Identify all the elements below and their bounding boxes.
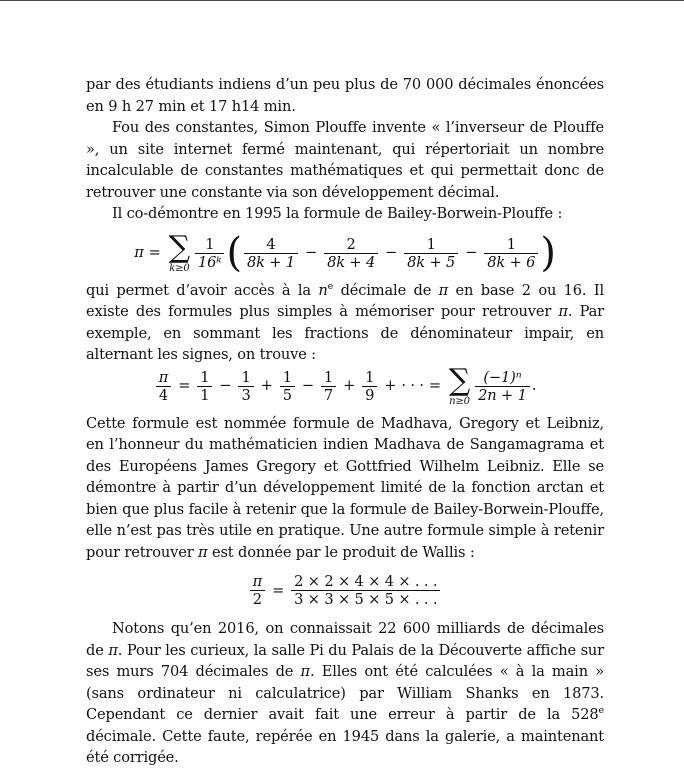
formula-leibniz-term-2 (238, 369, 253, 404)
fraction-numerator: π (158, 368, 169, 386)
formula-leibniz-term-4 (321, 369, 336, 404)
plus-sign: + (260, 377, 273, 395)
formula-bbp-fraction-3 (404, 236, 458, 271)
fraction-denominator: 2 (250, 590, 265, 608)
fraction-numerator: π (252, 573, 263, 590)
formula-leibniz-general-term (475, 369, 530, 404)
fraction-denominator: 5 (280, 386, 295, 404)
plus-sign: + (384, 377, 397, 395)
formula-bbp-fraction-1 (244, 236, 298, 271)
fraction-denominator: 8k + 1 (244, 253, 298, 271)
plus-sign: + (343, 377, 356, 395)
formula-leibniz-sum (448, 362, 471, 407)
fraction-denominator: 7 (321, 386, 336, 404)
formula-bbp-sum (168, 229, 191, 274)
formula-leibniz-sum-index: n≥0 (449, 395, 470, 407)
formula-bbp-fraction-4 (484, 236, 538, 271)
paragraph-madhava: Cette formule est nommée formule de Madhava, Gregory et Leibniz, en l’honneur du mathématicien indien Madhava de Sangamagrama et des Européens James Gregory et Gottfried Wilhelm Leibniz. Elle se démontre à partir d’un développement limité de la fonction arctan et bien que plus facile à retenir que la formule de Bailey-Borwein-Plouffe, elle n’est pas très utile en pratique. Une autre formule simple à retenir pour retrouver π est donnée par le produit de Wallis : (86, 414, 604, 561)
ellipsis: · · · (401, 377, 424, 395)
fraction-numerator: 4 (266, 235, 276, 253)
fraction-denominator: 3 × 3 × 5 × 5 × . . . (291, 590, 440, 608)
formula-wallis-product (291, 573, 440, 608)
formula-bbp-fraction-2 (324, 236, 378, 271)
fraction-numerator: (−1)ⁿ (483, 368, 522, 386)
paragraph-records: Notons qu’en 2016, on connaissait 22 600 milliards de décimales de π. Pour les curieux, la salle Pi du Palais de la Découverte affiche sur ses murs 704 décimales de π. Elles ont été calculées « à la main » (sans ordinateur ni calculatrice) par William Shanks en 1873. Cependant ce dernier avait fait une erreur à partir de la 528e décimale. Cette faute, repérée en 1945 dans la galerie, a maintenant été corrigée. (86, 620, 605, 766)
formula-bbp-fraction-0 (195, 236, 224, 271)
fraction-denominator: 8k + 5 (404, 253, 458, 271)
formula-wallis (86, 573, 604, 608)
fraction-denominator: 4 (156, 386, 171, 404)
fraction-numerator: 1 (506, 235, 516, 253)
fraction-numerator: 1 (241, 368, 251, 386)
paragraph-plouffe-inverter: Fou des constantes, Simon Plouffe invente « l’inverseur de Plouffe », un site internet fermé maintenant, qui répertoriait un nombre incalculable de constantes mathématiques et qui permettait donc de retrouver une constante via son développement décimal. (86, 119, 604, 201)
fraction-denominator: 9 (362, 386, 377, 404)
equals-sign: = (428, 377, 441, 395)
fraction-denominator: 16ᵏ (195, 253, 224, 271)
fraction-numerator: 1 (426, 235, 436, 253)
formula-leibniz (86, 362, 604, 407)
fraction-denominator: 2n + 1 (475, 386, 530, 404)
left-paren: ( (226, 230, 242, 276)
minus-sign: − (301, 377, 314, 395)
sigma-symbol: ∑ (448, 362, 471, 398)
fraction-numerator: 1 (282, 368, 292, 386)
fraction-denominator: 8k + 4 (324, 253, 378, 271)
formula-leibniz-term-1 (197, 369, 212, 404)
formula-bbp-equals: = (148, 244, 161, 262)
formula-leibniz-lhs (156, 369, 171, 404)
fraction-numerator: 1 (200, 368, 210, 386)
fraction-numerator: 2 (346, 235, 356, 253)
formula-bbp-sum-index: k≥0 (169, 262, 190, 274)
minus-sign: − (385, 244, 398, 262)
fraction-numerator: 2 × 2 × 4 × 4 × . . . (294, 573, 438, 590)
sigma-symbol: ∑ (168, 229, 191, 265)
minus-sign: − (304, 244, 318, 262)
paragraph-1: par des étudiants indiens d’un peu plus de 70 000 décimales énoncées en 9 h 27 min et 17 h14 min. (86, 76, 604, 115)
formula-wallis-lhs (250, 573, 265, 608)
equals-sign: = (272, 581, 285, 599)
fraction-numerator: 1 (323, 368, 334, 386)
formula-bbp (86, 229, 604, 276)
fraction-numerator: 1 (205, 235, 215, 253)
fraction-numerator: 1 (365, 368, 375, 386)
equals-sign: = (178, 377, 191, 395)
formula-end-period: . (531, 377, 537, 395)
document-page (86, 74, 604, 769)
minus-sign: − (219, 377, 232, 395)
right-paren: ) (540, 230, 556, 276)
formula-leibniz-term-5 (362, 369, 377, 404)
formula-bbp-lhs: π (134, 244, 144, 262)
fraction-denominator: 3 (238, 386, 253, 404)
page-top-border (0, 0, 684, 1)
paragraph-bbp-intro: Il co-démontre en 1995 la formule de Bailey-Borwein-Plouffe : (112, 205, 563, 222)
paragraph-bbp-explanation: qui permet d’avoir accès à la $n^e$ décimale de π en base 2 ou 16. Il existe des formules plus simples à mémoriser pour retrouver π. Par exemple, en sommant les fractions de dénominateur impair, en alternant les signes, on trouve : (86, 280, 605, 363)
minus-sign: − (465, 244, 478, 262)
fraction-denominator: 8k + 6 (484, 253, 538, 271)
fraction-denominator: 1 (197, 386, 212, 404)
formula-leibniz-term-3 (280, 369, 295, 404)
